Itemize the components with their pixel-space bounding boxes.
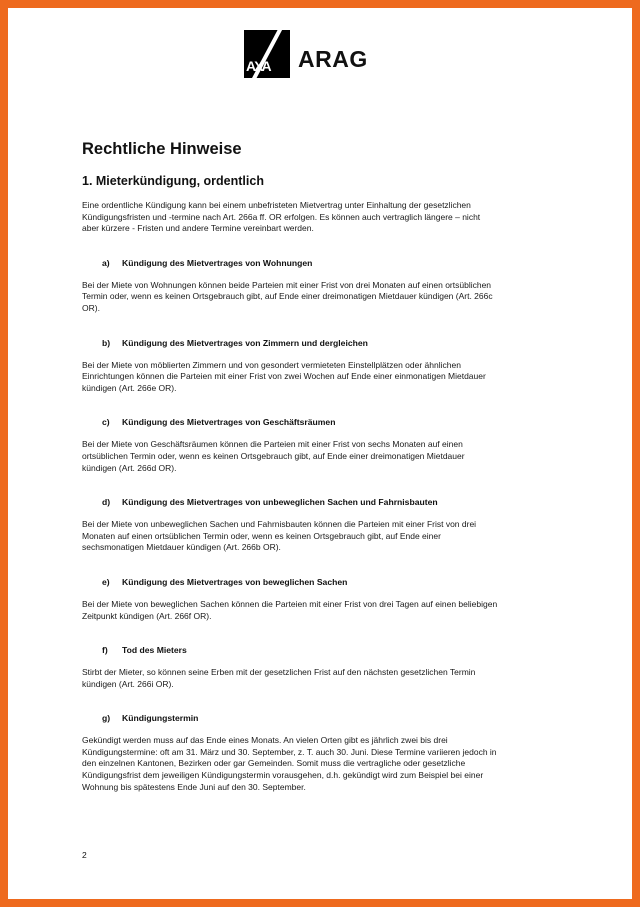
subsection-heading [82,417,568,427]
document-body [82,140,568,793]
subsection-paragraph [82,519,568,554]
paragraph-line: Bei der Miete von unbeweglichen Sachen und Fahrnisbauten können die Parteien mit einer Frist von drei [82,519,477,530]
page-number: 2 [82,850,87,860]
subsection-letter: c) [102,417,110,428]
subsection-title: Kündigungstermin [122,713,199,724]
arag-logo-text: ARAG [298,45,368,72]
intro-line: aber kürzere - Fristen und andere Termine vereinbart werden. [82,223,314,234]
paragraph-line: OR). [82,302,100,313]
subsection-heading [82,713,568,723]
subsection-title: Kündigung des Mietvertrages von Geschäftsräumen [122,417,336,428]
subsections-list [82,258,568,793]
axa-logo-icon [244,30,290,78]
paragraph-line: Bei der Miete von Geschäftsräumen können die Parteien mit einer Frist von sechs Monaten auf einen [82,439,463,450]
subsection-heading [82,338,568,348]
paragraph-line: kündigen (Art. 266i OR). [82,678,174,689]
paragraph-line: Stirbt der Mieter, so können seine Erben mit der gesetzlichen Frist auf den nächsten gesetzlichen Termin [82,667,476,678]
subsection-paragraph [82,599,568,622]
subsection-paragraph [82,667,568,690]
subsection-title: Kündigung des Mietvertrages von beweglichen Sachen [122,576,348,587]
paragraph-line: Zeitpunkt kündigen (Art. 266f OR). [82,610,212,621]
paragraph-line: kündigen (Art. 266d OR). [82,462,177,473]
subsection-paragraph [82,280,568,315]
paragraph-line: Monaten auf einen ortsüblichen Termin oder, wenn es keinen Ortsgebrauch gibt, auf Ende einer [82,530,441,541]
subsection-title: Kündigung des Mietvertrages von Wohnungen [122,257,313,268]
paragraph-line: Kündigungstermine: oft am 31. März und 30. September, z. T. auch 30. Juni. Diese Termine variieren jedoch in [82,746,497,757]
paragraph-line: Bei der Miete von möblierten Zimmern und von gesondert vermieteten Einstellplätzen oder ähnlichen [82,359,461,370]
paragraph-line: Termin oder, wenn es keinen Ortsgebrauch gibt, auf Ende einer dreimonatigen Mietdauer kündigen (Art. 266c [82,291,493,302]
subsection-letter: e) [102,576,110,587]
subsection-letter: g) [102,713,111,724]
subsection-heading [82,645,568,655]
document-page [8,8,632,899]
subsection-paragraph [82,360,568,395]
paragraph-line: Einrichtungen können die Parteien mit einer Frist von zwei Wochen auf Ende einer einmonatigen Mietdauer [82,371,486,382]
paragraph-line: Bei der Miete von Wohnungen können beide Parteien mit einer Frist von drei Monaten auf einen ortsüblichen [82,279,492,290]
paragraph-line: Gekündigt werden muss auf das Ende eines Monats. An vielen Orten gibt es jährlich zwei bis drei [82,735,448,746]
subsection-heading [82,497,568,507]
subsection-letter: b) [102,337,111,348]
subsection-heading [82,577,568,587]
paragraph-line: Bei der Miete von beweglichen Sachen können die Parteien mit einer Frist von drei Tagen auf einen beliebigen [82,598,498,609]
subsection-title: Kündigung des Mietvertrages von Zimmern und dergleichen [122,337,368,348]
intro-line: Eine ordentliche Kündigung kann bei einem unbefristeten Mietvertrag unter Einhaltung der gesetzlichen [82,200,471,210]
subsection-paragraph [82,439,568,474]
subsection-letter: f) [102,645,108,656]
intro-line: Kündigungsfristen und -termine nach Art. 266a ff. OR erfolgen. Es können auch vertraglich längere – nicht [82,211,481,222]
paragraph-line: sechsmonatigen Mietdauer kündigen (Art. 266b OR). [82,542,281,553]
intro-paragraph [82,200,568,235]
subsection-paragraph [82,735,568,793]
page-title: Rechtliche Hinweise [82,140,242,158]
paragraph-line: den einzelnen Kantonen, Bezirken oder gar Gemeinden. Somit muss die vertragliche oder gesetzliche [82,758,466,769]
paragraph-line: ortsüblichen Termin oder, wenn es keinen Ortsgebrauch gibt, auf Ende einer dreimonatigen Mietdauer [82,450,465,461]
subsection-letter: d) [102,497,111,508]
subsection-letter: a) [102,257,110,268]
axa-arag-logo [244,30,368,78]
paragraph-line: kündigen (Art. 266e OR). [82,382,177,393]
paragraph-line: Wohnung bis spätestens Ende Juni auf den 30. September. [82,781,306,792]
axa-logo-text: AXA [246,58,270,74]
subsection-heading [82,258,568,268]
paragraph-line: Kündigungsfrist dem jeweiligen Kündigungstermin vorausgehen, d.h. gekündigt wird zum Beispiel bei einer [82,770,484,781]
subsection-title: Tod des Mieters [122,645,187,656]
section-heading: 1. Mieterkündigung, ordentlich [82,174,264,188]
subsection-title: Kündigung des Mietvertrages von unbeweglichen Sachen und Fahrnisbauten [122,497,438,508]
